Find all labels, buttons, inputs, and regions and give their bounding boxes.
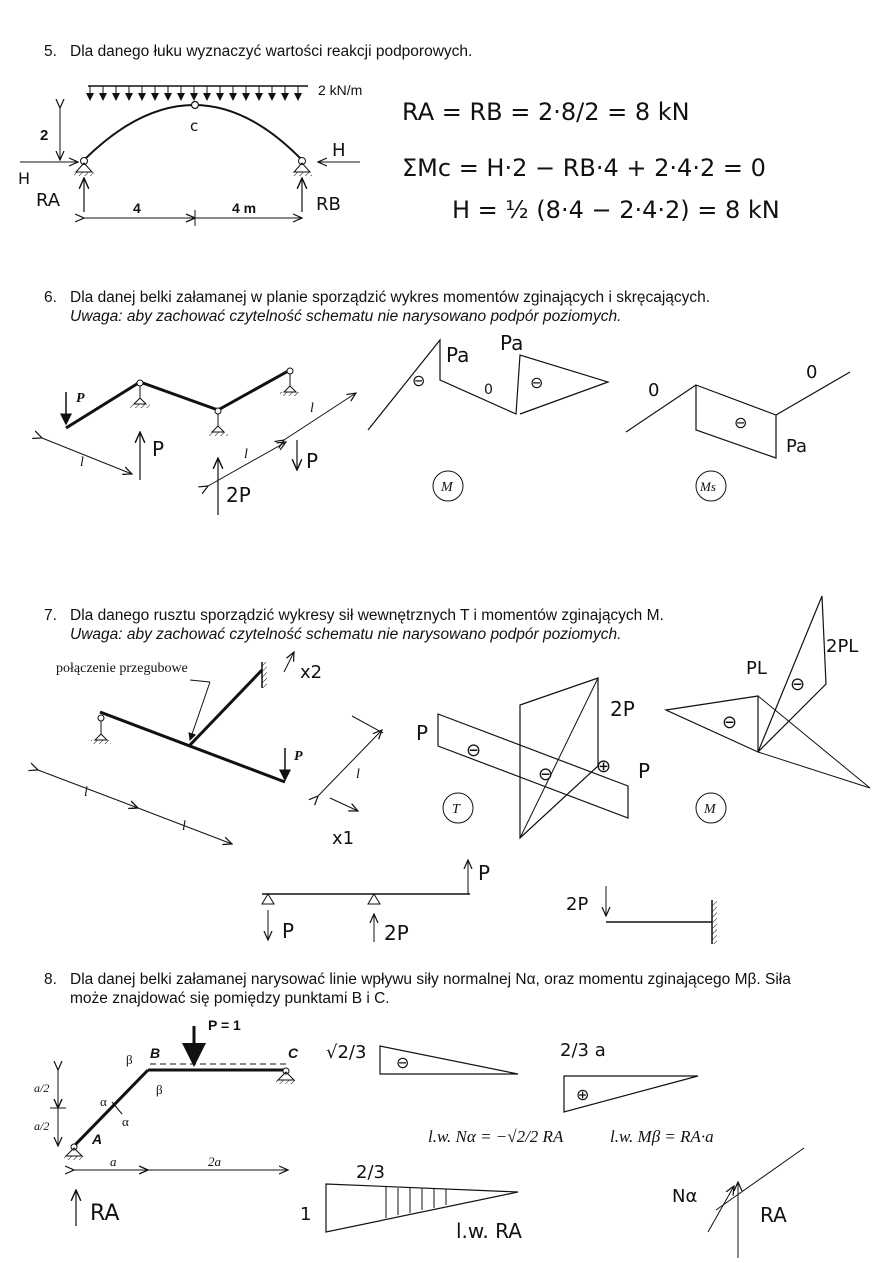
- p7-m-minus2: ⊖: [790, 674, 806, 695]
- problem-note: Uwaga: aby zachować czytelność schematu nie narysowano podpór poziomych.: [70, 626, 622, 643]
- p8-dim-a-bot: a/2: [34, 1119, 50, 1133]
- p8-beta2: β: [156, 1082, 163, 1097]
- p7-sub-2p-right: 2P: [566, 894, 589, 915]
- p7-substructure: [262, 860, 717, 945]
- p8-lwra-label: l.w. RA: [456, 1219, 522, 1243]
- p5-load-label: 2 kN/m: [318, 82, 363, 98]
- p5-span-left: 4: [133, 200, 141, 216]
- p8-alpha2: α: [122, 1114, 129, 1129]
- p7-len1: l: [84, 785, 88, 800]
- p7-m-pl: PL: [746, 658, 767, 679]
- p7-len3: l: [356, 767, 360, 782]
- p6-r3: P: [306, 449, 319, 473]
- p7-sub-2p: 2P: [384, 921, 409, 945]
- p7-label-t: T: [452, 802, 460, 817]
- p7-t-plus: ⊕: [596, 756, 612, 777]
- p7-t-2p: 2P: [610, 697, 635, 721]
- p8-influence-lines: [300, 1040, 804, 1258]
- p8-m-val: 2/3 a: [560, 1040, 606, 1061]
- problem-number: 6.: [44, 289, 57, 306]
- p7-hinge-label: połączenie przegubowe: [56, 661, 188, 676]
- p6-ms-zero1: 0: [648, 380, 660, 401]
- p7-label-m: M: [704, 802, 716, 817]
- p8-lwra-top: 2/3: [356, 1162, 385, 1183]
- problem-note: Uwaga: aby zachować czytelność schematu nie narysowano podpór poziomych.: [70, 308, 622, 325]
- p5-eq3: H = ½ (8·4 − 2·4·2) = 8 kN: [452, 196, 780, 224]
- p8-m-plus: ⊕: [576, 1085, 590, 1104]
- p6-torsion-diagram: [626, 362, 850, 501]
- p8-beta1: β: [126, 1052, 133, 1067]
- p6-m-zero: 0: [484, 382, 493, 398]
- p8-dim-a: a: [110, 1154, 117, 1169]
- p6-len3: l: [310, 401, 314, 416]
- p8-alpha1: α: [100, 1094, 107, 1109]
- p7-x2: x2: [300, 662, 323, 683]
- p5-h-right: H: [332, 140, 346, 161]
- p7-grid-diagram: [38, 652, 383, 849]
- p8-load-label: P = 1: [208, 1017, 241, 1033]
- p8-pt-b: B: [150, 1045, 161, 1061]
- p7-m-minus1: ⊖: [722, 712, 738, 733]
- p7-moment-diagram: [666, 596, 870, 823]
- p5-height-label: 2: [40, 127, 49, 144]
- p8-pt-a: A: [92, 1131, 103, 1147]
- problem-number: 8.: [44, 971, 57, 988]
- p5-h-left: H: [18, 169, 31, 188]
- problem-text: Dla danego rusztu sporządzić wykresy sił wewnętrznych T i momentów zginających M.: [70, 607, 664, 624]
- p6-m-pa2: Pa: [500, 331, 524, 355]
- p6-beam-diagram: [42, 368, 356, 515]
- p6-ms-zero2: 0: [806, 362, 818, 383]
- p8-lw-n: l.w. Nα = −√2/2 RA: [428, 1127, 564, 1146]
- p7-m-2pl: 2PL: [826, 636, 859, 657]
- p7-t-minus1: ⊖: [466, 740, 482, 761]
- problem-text: Dla danej belki załamanej w planie sporządzić wykres momentów zginających i skręcających.: [70, 289, 711, 306]
- p8-dim-2a: 2a: [208, 1154, 221, 1169]
- p7-load-label: P: [294, 749, 303, 764]
- p7-t-p-right: P: [638, 759, 651, 783]
- problem-number: 5.: [44, 43, 57, 60]
- p6-len2: l: [244, 447, 248, 462]
- p5-ra: RA: [36, 190, 61, 211]
- p8-frame-diagram: [34, 1017, 299, 1226]
- p6-moment-diagram: [368, 331, 608, 501]
- p7-t-p-left: P: [416, 721, 429, 745]
- p6-m-minus2: ⊖: [530, 373, 544, 392]
- p5-eq1: RA = RB = 2·8/2 = 8 kN: [402, 98, 690, 126]
- p8-ra: RA: [90, 1201, 120, 1226]
- p8-na: Nα: [672, 1186, 698, 1207]
- p7-shear-diagram: [416, 678, 650, 838]
- p8-dim-a-top: a/2: [34, 1081, 50, 1095]
- p8-ra2: RA: [760, 1203, 787, 1227]
- p8-lwra-one: 1: [300, 1204, 312, 1225]
- p6-r2: 2P: [226, 483, 251, 507]
- p6-m-minus1: ⊖: [412, 371, 426, 390]
- p8-pt-c: C: [288, 1045, 299, 1061]
- p6-ms-minus: ⊖: [734, 413, 748, 432]
- p7-sub-p-top: P: [478, 861, 491, 885]
- p5-span-right: 4 m: [232, 200, 257, 216]
- p5-hinge-label: c: [190, 117, 199, 135]
- p6-m-pa1: Pa: [446, 343, 470, 367]
- p7-t-minus2: ⊖: [538, 764, 554, 785]
- p5-rb: RB: [316, 194, 341, 215]
- p6-label-ms: Ms: [700, 479, 716, 494]
- p5-eq2: ΣMc = H·2 − RB·4 + 2·4·2 = 0: [402, 154, 766, 182]
- problem-number: 7.: [44, 607, 57, 624]
- p6-label-m: M: [441, 480, 453, 495]
- p5-arch-diagram: [18, 82, 362, 226]
- problem-text: Dla danego łuku wyznaczyć wartości reakcji podporowych.: [70, 43, 473, 60]
- problem-text-cont: może znajdować się pomiędzy punktami B i C.: [70, 990, 390, 1007]
- p6-r1: P: [152, 437, 165, 461]
- p7-sub-p-left: P: [282, 919, 295, 943]
- p7-x1: x1: [332, 828, 355, 849]
- p6-len1: l: [80, 455, 84, 470]
- p7-len2: l: [182, 819, 186, 834]
- problem-text: Dla danej belki załamanej narysować linie wpływu siły normalnej Nα, oraz momentu zginającego Mβ. Siła: [70, 971, 791, 988]
- p8-lw-m: l.w. Mβ = RA·a: [610, 1127, 714, 1146]
- p6-load-label: P: [76, 391, 85, 406]
- p6-ms-pa: Pa: [786, 436, 808, 457]
- p8-n-minus: ⊖: [396, 1053, 410, 1072]
- p8-n-val: √2/3: [326, 1042, 367, 1063]
- p5-solution: [402, 98, 780, 224]
